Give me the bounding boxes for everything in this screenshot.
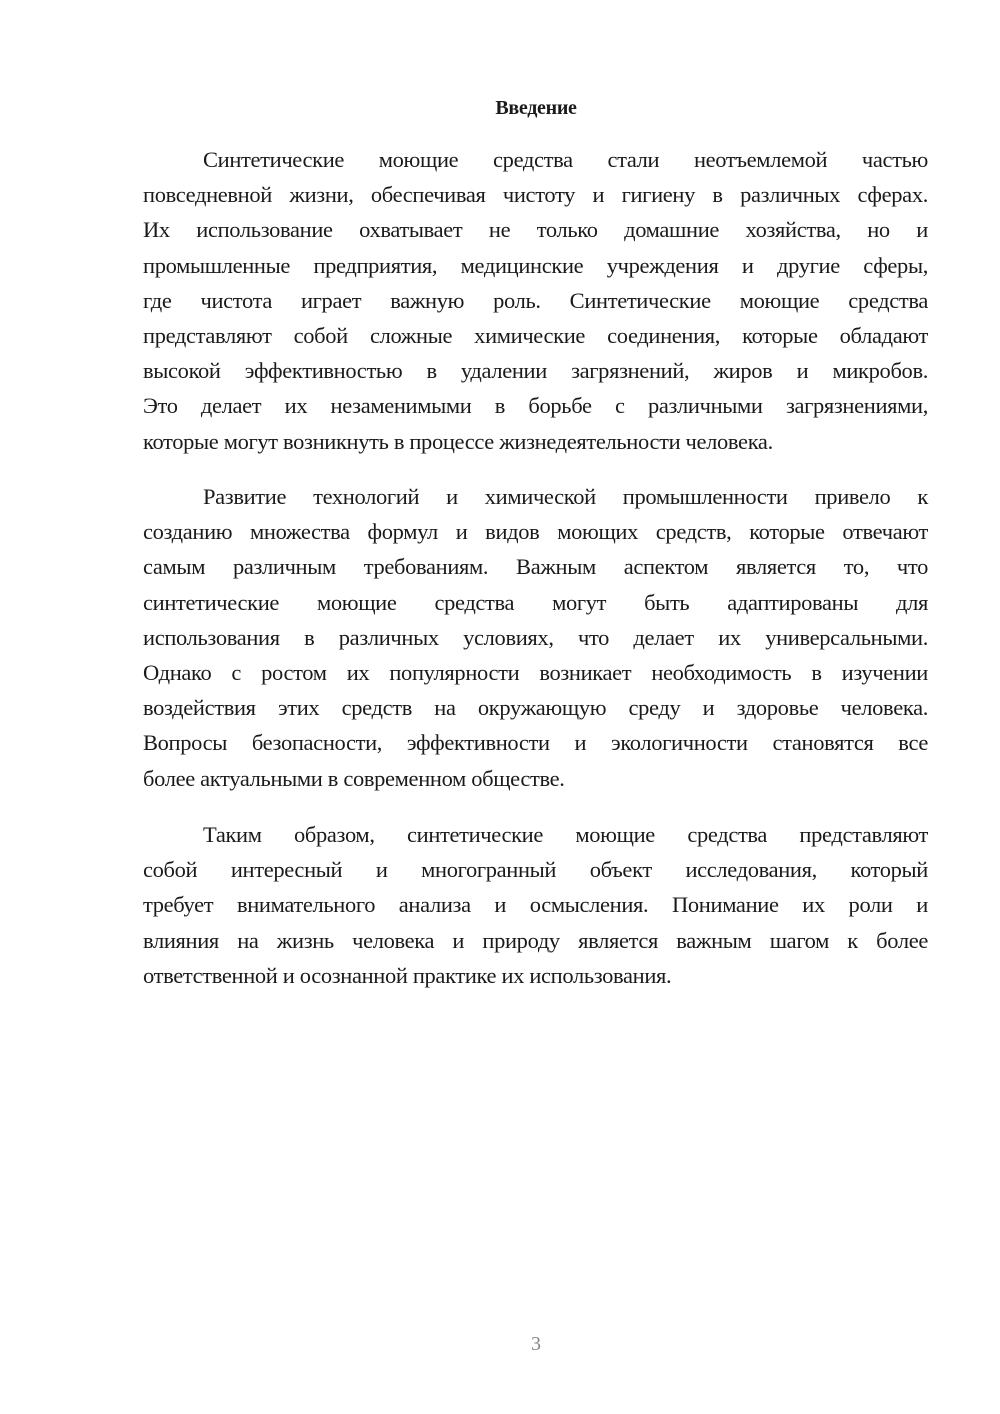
paragraph-3 xyxy=(143,817,928,993)
text-line: Однако с ростом их популярности возникает необходимость в изучении xyxy=(143,659,928,685)
text-line: синтетические моющие средства могут быть адаптированы для xyxy=(143,589,928,615)
text-line: Их использование охватывает не только домашние хозяйства, но и xyxy=(143,217,928,243)
text-line: ответственной и осознанной практике их использования. xyxy=(143,962,672,988)
section-heading: Введение xyxy=(495,97,577,119)
text-line: Таким образом, синтетические моющие средства представляют xyxy=(203,822,928,847)
text-line: где чистота играет важную роль. Синтетические моющие средства xyxy=(143,287,928,313)
text-line: повседневной жизни, обеспечивая чистоту и гигиену в различных сферах. xyxy=(143,182,928,208)
text-line: использования в различных условиях, что делает их универсальными. xyxy=(143,624,928,650)
text-line: собой интересный и многогранный объект исследования, который xyxy=(143,857,928,883)
text-line: самым различным требованиям. Важным аспектом является то, что xyxy=(143,554,928,580)
page-number: 3 xyxy=(531,1333,541,1355)
text-line: высокой эффективностью в удалении загрязнений, жиров и микробов. xyxy=(143,358,928,384)
paragraph-1 xyxy=(143,142,928,459)
text-line: промышленные предприятия, медицинские учреждения и другие сферы, xyxy=(143,252,928,278)
text-line: Развитие технологий и химической промышленности привело к xyxy=(203,484,928,509)
text-line: которые могут возникнуть в процессе жизнедеятельности человека. xyxy=(143,428,773,454)
text-line: влияния на жизнь человека и природу является важным шагом к более xyxy=(143,927,928,953)
text-line: Это делает их незаменимыми в борьбе с различными загрязнениями, xyxy=(143,393,928,419)
text-line: созданию множества формул и видов моющих средств, которые отвечают xyxy=(143,519,928,545)
text-line: Вопросы безопасности, эффективности и экологичности становятся все xyxy=(143,730,928,756)
text-line: представляют собой сложные химические соединения, которые обладают xyxy=(143,322,928,348)
text-line: Синтетические моющие средства стали неотъемлемой частью xyxy=(203,147,928,172)
paragraph-2 xyxy=(143,479,928,796)
text-line: воздействия этих средств на окружающую среду и здоровье человека. xyxy=(143,695,928,721)
text-line: требует внимательного анализа и осмысления. Понимание их роли и xyxy=(143,892,928,918)
text-line: более актуальными в современном обществе. xyxy=(143,765,565,791)
